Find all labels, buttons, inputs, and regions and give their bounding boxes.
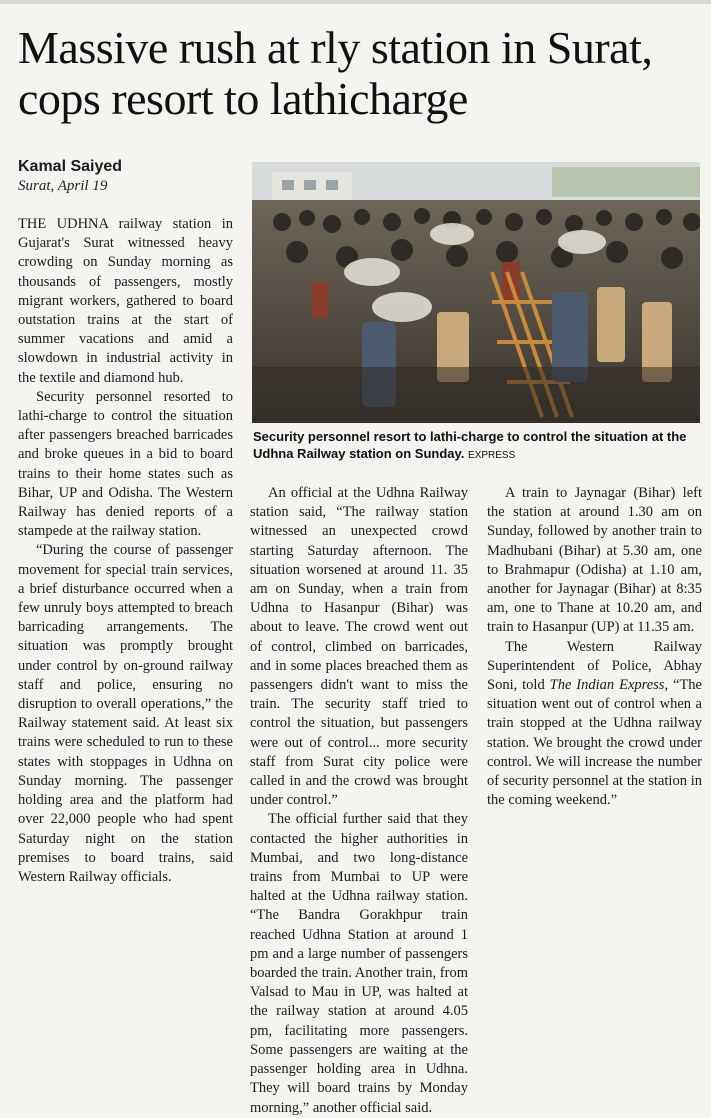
- article-paragraph-closing: [487, 638, 702, 811]
- byline: [18, 157, 238, 196]
- caption-text: Security personnel resort to lathi-charge to control the situation at the Udhna Railway station on Sunday.: [253, 429, 687, 461]
- news-photo: [252, 162, 700, 423]
- publication-name: The Indian Express: [549, 677, 665, 694]
- photo-credit: EXPRESS: [468, 450, 516, 461]
- article-paragraph: An official at the Udhna Railway station said, “The railway station witnessed an unexpected crowd starting Saturday afternoon. The situation worsened at around 11. 35 am on Sunday, when a train from Udhna to Hasanpur (Bihar) was about to leave. The crowd went out of control, climbed on barricades, and in some places breached them as passengers didn't want to miss the train. The security staff tried to control the situation, but passengers were out of control... more security staff from Surat city police were called in and the crowd was brought under control.”: [250, 485, 468, 809]
- page-top-border: [0, 0, 711, 4]
- photo-caption: [253, 428, 705, 464]
- article-paragraph: Security personnel resorted to lathi-charge to control the situation after passengers breached barricades and broke queues in a bid to board trains to their home states such as Bihar, UP and Odisha. The Western Railway has denied reports of a stampede at the railway station.: [18, 388, 233, 540]
- headline: Massive rush at rly station in Surat, cops resort to lathicharge: [18, 22, 653, 124]
- article-paragraph: “During the course of passenger movement for special train services, a brief disturbance occurred when a few unruly boys attempted to breach barricading arrangements. The situation was promptly brought under control by on-ground railway staff and police, ensuring no disruption to overall operations,” the Railway statement said. At least six trains were scheduled to run to these states with stoppages in Udhna on Sunday morning. The passenger holding area and the platform had over 22,000 people who had spent Saturday night on the station premises to board trains, said Western Railway officials.: [18, 542, 233, 885]
- dateline: Surat, April 19: [18, 178, 108, 194]
- article-column-3: [487, 484, 702, 810]
- article-column-1: [18, 215, 233, 887]
- article-paragraph: THE UDHNA railway station in Gujarat's Surat witnessed heavy crowding on Sunday morning as thousands of passengers, mostly migrant workers, gathered to board outstation trains at the start of summer vacations and amid a slowdown in industrial activity in the textile and diamond hub.: [18, 216, 233, 386]
- closing-text-start: The Western Railway Superintendent of Police, Abhay Soni, told: [487, 638, 702, 694]
- article-paragraph: A train to Jaynagar (Bihar) left the station at around 1.30 am on Sunday, followed by another train to Madhubani (Bihar) at 5.30 am, one to Brahmapur (Odisha) at 1.10 am, another for Jaynagar (Bihar) at 8:35 am, one to Thane at 10.20 am, and train to Hasanpur (UP) at 11.35 am.: [487, 485, 702, 636]
- article-paragraph: The official further said that they contacted the higher authorities in Mumbai, and two long-distance trains from Mumbai to UP were halted at the Udhna railway station. “The Bandra Gorakhpur train reached Udhna Station at around 1 pm and a large number of passengers boarded the train. Another train, from Valsad to Mau in UP, was halted at the railway station at around 4.05 pm, facilitating more passengers. Some passengers are waiting at the passenger holding area in Udhna. They will board trains by Monday morning,” another official said.: [250, 811, 468, 1116]
- article-column-2: [250, 484, 468, 1118]
- author-name: Kamal Saiyed: [18, 158, 123, 175]
- closing-text-end: , “The situation went out of control when a train stopped at the Udhna railway station. We brought the crowd under control. We will increase the number of security personnel at the station in the coming weekend.”: [487, 677, 702, 809]
